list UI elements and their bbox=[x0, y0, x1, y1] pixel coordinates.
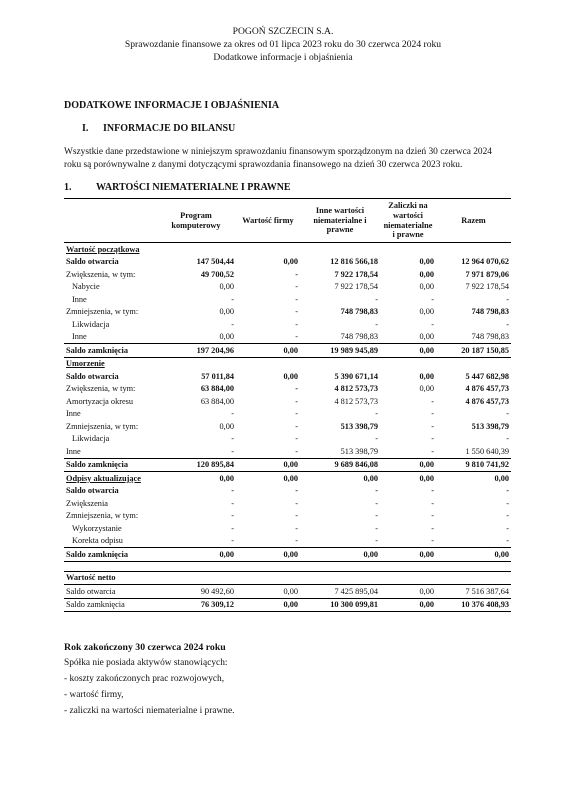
cell: - bbox=[380, 535, 436, 548]
row-label: Zmniejszenia, w tym: bbox=[66, 421, 139, 431]
cell: 0,00 bbox=[419, 257, 434, 267]
cell: - bbox=[231, 319, 234, 329]
cell: - bbox=[295, 486, 298, 496]
cell: 7 971 879,06 bbox=[465, 269, 509, 279]
cell: - bbox=[506, 319, 509, 329]
cell: - bbox=[375, 294, 378, 304]
year-end-item: - zaliczki na wartości niematerialne i prawne. bbox=[64, 706, 235, 716]
row-label: Inne bbox=[66, 409, 81, 419]
cell: - bbox=[506, 498, 509, 508]
cell: - bbox=[231, 498, 234, 508]
cell: - bbox=[236, 331, 300, 344]
cell: - bbox=[295, 282, 298, 292]
cell: - bbox=[506, 294, 509, 304]
cell: 0,00 bbox=[380, 548, 436, 562]
cell: 0,00 bbox=[219, 282, 234, 292]
cell: - bbox=[431, 511, 434, 521]
cell: - bbox=[300, 535, 380, 548]
company-name: POGOŃ SZCZECIN S.A. bbox=[232, 26, 334, 37]
row-label: Saldo zamknięcia bbox=[64, 598, 156, 612]
cell: 63 884,00 bbox=[200, 396, 234, 406]
intro-paragraph bbox=[64, 146, 524, 171]
row-label: Amortyzacja okresu bbox=[66, 396, 134, 406]
year-end-item: - koszty zakończonych prac rozwojowych, bbox=[64, 674, 225, 684]
row-label: Zwiększenia, w tym: bbox=[66, 269, 136, 279]
cell: - bbox=[375, 498, 378, 508]
cell: - bbox=[375, 409, 378, 419]
year-end-title: Rok zakończony 30 czerwca 2024 roku bbox=[64, 642, 226, 653]
group-title: Wartość netto bbox=[64, 571, 156, 585]
cell: - bbox=[431, 294, 434, 304]
row-label: Inne bbox=[64, 331, 156, 344]
cell: 0,00 bbox=[156, 548, 236, 562]
cell: 0,00 bbox=[283, 473, 298, 483]
cell: - bbox=[506, 434, 509, 444]
subsection-title: INFORMACJE DO BILANSU bbox=[103, 123, 236, 134]
cell: - bbox=[295, 269, 298, 279]
cell: - bbox=[231, 434, 234, 444]
cell: - bbox=[506, 523, 509, 533]
intangible-assets-table bbox=[64, 198, 511, 612]
cell: 0,00 bbox=[380, 598, 436, 612]
row-label: Zwiększenia bbox=[66, 498, 108, 508]
cell: - bbox=[295, 294, 298, 304]
intro-line: roku są porównywalne z danymi dotyczącymi sprawozdania finansowego na dzień 30 czerwca 2023 roku. bbox=[64, 159, 463, 170]
group-title: Odpisy aktualizujące bbox=[66, 473, 141, 483]
cell: 57 011,84 bbox=[201, 371, 234, 381]
cell: - bbox=[231, 294, 234, 304]
col-header-advances: Zaliczki na wartości niematerialne i prawne bbox=[380, 199, 436, 243]
cell: - bbox=[236, 535, 300, 548]
col-header-total: Razem bbox=[436, 199, 511, 243]
cell: 748 798,83 bbox=[436, 331, 511, 344]
cell: - bbox=[231, 511, 234, 521]
cell: - bbox=[375, 434, 378, 444]
row-label: Inne bbox=[72, 294, 87, 304]
cell: 0,00 bbox=[380, 344, 436, 358]
cell: - bbox=[295, 434, 298, 444]
cell: - bbox=[295, 319, 298, 329]
group-title: Umorzenie bbox=[66, 359, 105, 369]
cell: - bbox=[375, 319, 378, 329]
cell: 0,00 bbox=[419, 384, 434, 394]
row-label: Saldo zamknięcia bbox=[64, 548, 156, 562]
cell: 0,00 bbox=[419, 269, 434, 279]
group-title: Wartość początkowa bbox=[66, 244, 140, 254]
header-blank bbox=[64, 199, 156, 243]
cell: 0,00 bbox=[380, 331, 436, 344]
cell: - bbox=[295, 409, 298, 419]
cell: 4 812 573,73 bbox=[334, 384, 378, 394]
year-end-item: - wartość firmy, bbox=[64, 690, 124, 700]
cell: - bbox=[506, 409, 509, 419]
col-header-other: Inne wartości niematerialne i prawne bbox=[300, 199, 380, 243]
cell: 20 187 150,85 bbox=[436, 344, 511, 358]
cell: 0,00 bbox=[380, 458, 436, 472]
row-label: Saldo otwarcia bbox=[66, 257, 119, 267]
cell: 7 922 178,54 bbox=[334, 269, 378, 279]
cell: 10 376 408,93 bbox=[436, 598, 511, 612]
cell: 9 810 741,92 bbox=[436, 458, 511, 472]
cell: - bbox=[436, 535, 511, 548]
cell: 748 798,83 bbox=[340, 307, 378, 317]
cell: 76 309,12 bbox=[156, 598, 236, 612]
cell: - bbox=[431, 396, 434, 406]
cell: - bbox=[295, 523, 298, 533]
cell: 0,00 bbox=[283, 257, 298, 267]
cell: 513 398,79 bbox=[471, 421, 509, 431]
cell: - bbox=[295, 307, 298, 317]
row-label: Likwidacja bbox=[72, 434, 110, 444]
cell: - bbox=[231, 523, 234, 533]
cell: - bbox=[506, 486, 509, 496]
cell: 49 700,52 bbox=[200, 269, 234, 279]
cell: 0,00 bbox=[380, 585, 436, 599]
cell: - bbox=[156, 445, 236, 458]
cell: 748 798,83 bbox=[300, 331, 380, 344]
cell: - bbox=[431, 498, 434, 508]
cell: - bbox=[231, 409, 234, 419]
cell: - bbox=[295, 511, 298, 521]
cell: - bbox=[156, 535, 236, 548]
cell: 12 964 070,62 bbox=[461, 257, 509, 267]
cell: 0,00 bbox=[236, 458, 300, 472]
cell: 10 300 099,81 bbox=[300, 598, 380, 612]
row-label: Saldo otwarcia bbox=[64, 585, 156, 599]
cell: - bbox=[431, 434, 434, 444]
row-label: Zmniejszenia, w tym: bbox=[66, 511, 139, 521]
intro-line: Wszystkie dane przedstawione w niniejszym sprawozdaniu finansowym sporządzonym na dzień 30 czerwca 2024 bbox=[64, 147, 492, 157]
cell: 513 398,79 bbox=[340, 421, 378, 431]
cell: 19 989 945,89 bbox=[300, 344, 380, 358]
cell: 0,00 bbox=[219, 307, 234, 317]
cell: 0,00 bbox=[219, 421, 234, 431]
cell: 0,00 bbox=[419, 371, 434, 381]
cell: 0,00 bbox=[219, 473, 234, 483]
cell: - bbox=[295, 384, 298, 394]
cell: - bbox=[295, 396, 298, 406]
cell: 0,00 bbox=[419, 282, 434, 292]
row-label: Wykorzystanie bbox=[72, 523, 122, 533]
row-label: Nabycie bbox=[72, 282, 100, 292]
item-number: 1. bbox=[64, 182, 72, 193]
cell: 513 398,79 bbox=[300, 445, 380, 458]
cell: 197 204,96 bbox=[156, 344, 236, 358]
cell: 9 689 846,08 bbox=[300, 458, 380, 472]
cell: 7 922 178,54 bbox=[334, 282, 378, 292]
cell: 1 550 640,39 bbox=[436, 445, 511, 458]
cell: - bbox=[295, 421, 298, 431]
col-header-program: Program komputerowy bbox=[156, 199, 236, 243]
cell: 0,00 bbox=[156, 331, 236, 344]
cell: 0,00 bbox=[283, 371, 298, 381]
col-header-goodwill: Wartość firmy bbox=[236, 199, 300, 243]
cell: 4 876 457,73 bbox=[465, 396, 509, 406]
cell: 12 816 566,18 bbox=[330, 257, 378, 267]
row-label: Korekta odpisu bbox=[64, 535, 156, 548]
cell: - bbox=[295, 498, 298, 508]
cell: - bbox=[506, 511, 509, 521]
row-label: Zmniejszenia, w tym: bbox=[66, 307, 139, 317]
cell: - bbox=[375, 511, 378, 521]
cell: - bbox=[431, 319, 434, 329]
cell: 7 922 178,54 bbox=[465, 282, 509, 292]
cell: - bbox=[431, 409, 434, 419]
cell: 0,00 bbox=[494, 473, 509, 483]
row-label: Saldo otwarcia bbox=[66, 371, 119, 381]
cell: 90 492,60 bbox=[156, 585, 236, 599]
cell: 4 812 573,73 bbox=[334, 396, 378, 406]
section-title: DODATKOWE INFORMACJE I OBJAŚNIENIA bbox=[64, 100, 280, 111]
cell: 4 876 457,73 bbox=[465, 384, 509, 394]
year-end-text: Spółka nie posiada aktywów stanowiących: bbox=[64, 658, 228, 668]
cell: 120 895,84 bbox=[156, 458, 236, 472]
row-label: Saldo zamknięcia bbox=[64, 344, 156, 358]
cell: 0,00 bbox=[300, 548, 380, 562]
cell: - bbox=[431, 421, 434, 431]
cell: 0,00 bbox=[236, 548, 300, 562]
row-label: Saldo otwarcia bbox=[66, 486, 119, 496]
cell: 0,00 bbox=[236, 585, 300, 599]
item-title: WARTOŚCI NIEMATERIALNE I PRAWNE bbox=[96, 182, 291, 193]
cell: 63 884,00 bbox=[200, 384, 234, 394]
row-label: Zwiększenia, w tym: bbox=[66, 384, 136, 394]
cell: 7 425 895,04 bbox=[300, 585, 380, 599]
cell: 5 390 671,14 bbox=[334, 371, 378, 381]
cell: 748 798,83 bbox=[471, 307, 509, 317]
row-label: Saldo zamknięcia bbox=[64, 458, 156, 472]
cell: - bbox=[375, 523, 378, 533]
report-period: Sprawozdanie finansowe za okres od 01 lipca 2023 roku do 30 czerwca 2024 roku bbox=[124, 39, 442, 50]
cell: 0,00 bbox=[236, 598, 300, 612]
cell: 147 504,44 bbox=[196, 257, 234, 267]
report-subtitle: Dodatkowe informacje i objaśnienia bbox=[213, 52, 353, 63]
cell: 7 516 387,64 bbox=[436, 585, 511, 599]
row-label: Inne bbox=[64, 445, 156, 458]
cell: 5 447 682,98 bbox=[465, 371, 509, 381]
cell: 0,00 bbox=[419, 473, 434, 483]
cell: - bbox=[231, 486, 234, 496]
cell: - bbox=[431, 486, 434, 496]
cell: 0,00 bbox=[236, 344, 300, 358]
cell: - bbox=[236, 445, 300, 458]
cell: 0,00 bbox=[363, 473, 378, 483]
row-label: Likwidacja bbox=[72, 319, 110, 329]
subsection-number: I. bbox=[82, 123, 89, 134]
cell: - bbox=[431, 523, 434, 533]
cell: - bbox=[375, 486, 378, 496]
cell: 0,00 bbox=[419, 307, 434, 317]
cell: - bbox=[380, 445, 436, 458]
cell: 0,00 bbox=[436, 548, 511, 562]
